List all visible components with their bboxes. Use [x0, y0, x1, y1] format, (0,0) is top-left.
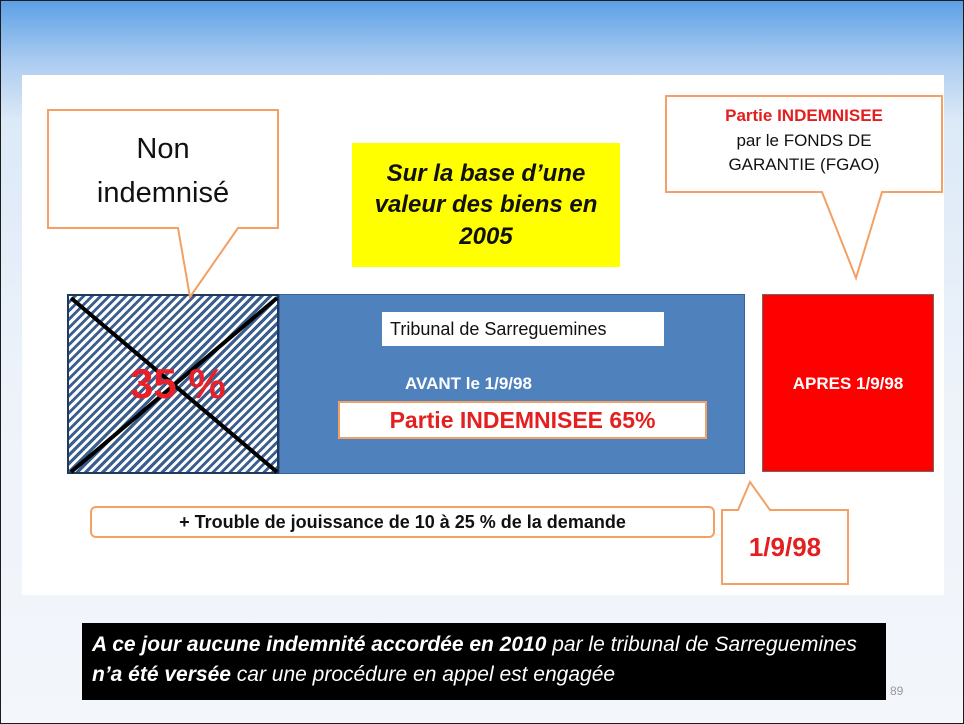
valuation-line-3: 2005	[459, 222, 513, 250]
fgao-title: Partie INDEMNISEE	[725, 106, 883, 125]
note-part-2: par le tribunal de Sarreguemines	[546, 633, 857, 656]
tribunal-label: Tribunal de Sarreguemines	[382, 312, 664, 346]
note-part-3: n’a été versée	[92, 663, 231, 686]
partie-indemnisee-65-label: Partie INDEMNISEE 65%	[338, 401, 707, 439]
non-indemnise-text	[48, 128, 278, 215]
percent-35-label: 35 %	[130, 360, 226, 407]
fgao-line-2: par le FONDS DE	[736, 130, 872, 150]
fgao-text	[666, 104, 942, 178]
non-line-1: Non	[136, 133, 190, 165]
page-number: 89	[890, 684, 904, 698]
date-callout-label: 1/9/98	[748, 532, 822, 562]
apres-box: APRES 1/9/98	[762, 294, 934, 472]
trouble-jouissance-box: + Trouble de jouissance de 10 à 25 % de la demande	[90, 506, 715, 538]
avant-date-label: AVANT le 1/9/98	[405, 374, 532, 393]
valuation-line-1: Sur la base d’une	[386, 160, 586, 188]
bottom-note	[82, 623, 886, 700]
fgao-line-3: GARANTIE (FGAO)	[728, 155, 880, 175]
non-line-2: indemnisé	[96, 176, 230, 209]
note-part-1: A ce jour aucune indemnité accordée en 2010	[92, 633, 547, 656]
note-part-4: car une procédure en appel est engagée	[230, 663, 616, 686]
valuation-line-2: valeur des biens en	[374, 191, 598, 219]
